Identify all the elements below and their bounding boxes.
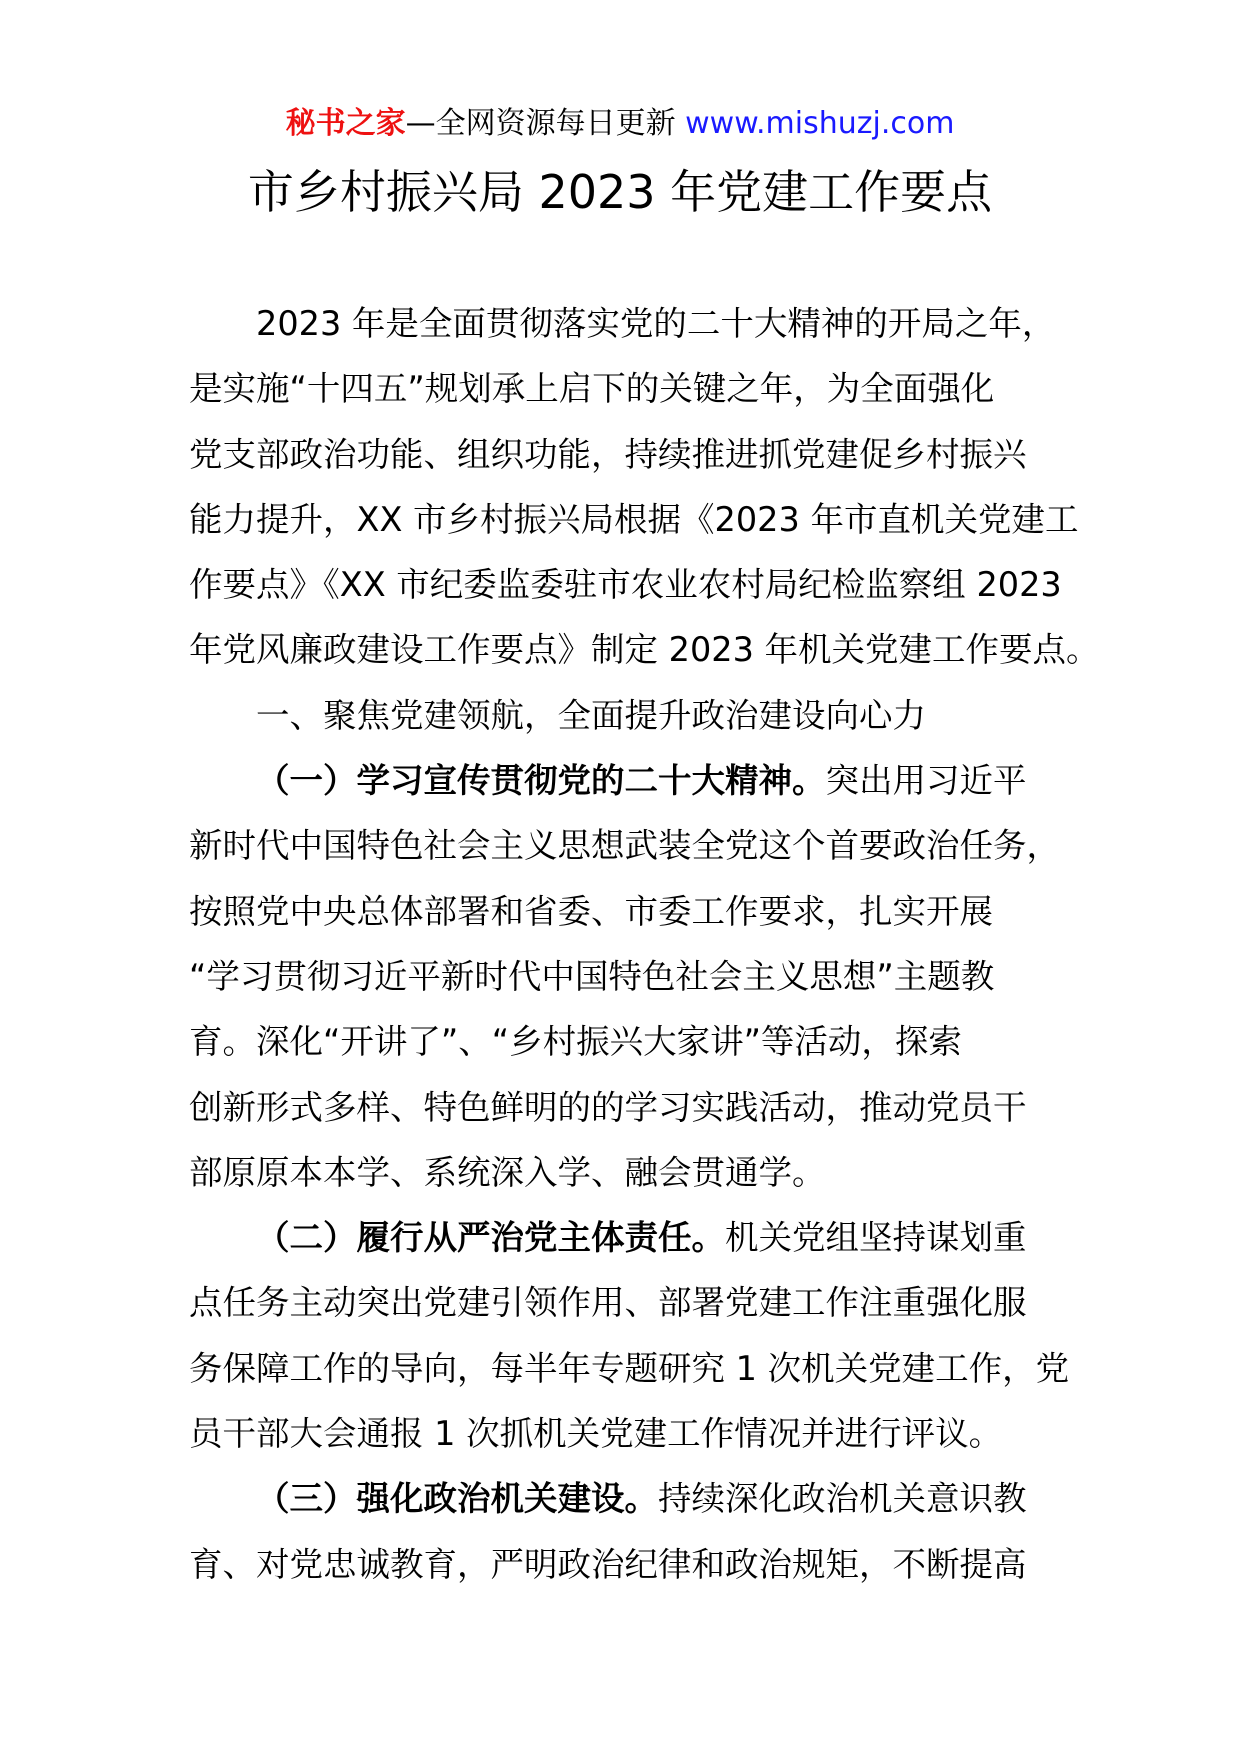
body-line: 点任务主动突出党建引领作用、部署党建工作注重强化服 xyxy=(189,1283,1027,1323)
site-url: www.mishuzj.com xyxy=(685,106,955,141)
site-brand: 秘书之家 xyxy=(285,106,406,141)
body-line: 按照党中央总体部署和省委、市委工作要求，扎实开展 xyxy=(189,891,993,931)
body-line: 育、对党忠诚教育，严明政治纪律和政治规矩，不断提高 xyxy=(189,1544,1027,1584)
body-line: 育。深化“开讲了”、“乡村振兴大家讲”等活动，探索 xyxy=(189,1022,962,1062)
body-line: 新时代中国特色社会主义思想武装全党这个首要政治任务， xyxy=(189,826,1060,866)
site-header xyxy=(0,104,1240,144)
body-line: 2023 年是全面贯彻落实党的二十大精神的开局之年， xyxy=(256,304,1056,343)
body-line: 创新形式多样、特色鲜明的的学习实践活动，推动党员干 xyxy=(189,1087,1027,1127)
item-lead: （一）学习宣传贯彻党的二十大精神。 xyxy=(256,761,826,801)
site-tagline: —全网资源每日更新 xyxy=(405,106,686,141)
item-first-line xyxy=(189,1205,1089,1270)
body-line: 年党风廉政建设工作要点》制定 2023 年机关党建工作要点。 xyxy=(189,630,1100,670)
section-heading: 一、聚焦党建领航，全面提升政治建设向心力 xyxy=(256,695,926,735)
body-line: 务保障工作的导向，每半年专题研究 1 次机关党建工作，党 xyxy=(189,1348,1070,1388)
item-lead: （二）履行从严治党主体责任。 xyxy=(256,1218,725,1258)
document-title: 市乡村振兴局 2023 年党建工作要点 xyxy=(247,165,993,219)
item-first-line xyxy=(189,1466,1089,1531)
item-text: 持续深化政治机关意识教 xyxy=(658,1479,1027,1519)
body-line: 是实施“十四五”规划承上启下的关键之年，为全面强化 xyxy=(189,369,995,409)
item-text: 机关党组坚持谋划重 xyxy=(725,1218,1027,1258)
item-lead: （三）强化政治机关建设。 xyxy=(256,1479,658,1519)
document-body xyxy=(189,291,1100,1597)
item-text: 突出用习近平 xyxy=(825,761,1027,801)
body-line: “学习贯彻习近平新时代中国特色社会主义思想”主题教 xyxy=(189,956,995,996)
body-line: 员干部大会通报 1 次抓机关党建工作情况并进行评议。 xyxy=(189,1414,1003,1454)
body-line: 党支部政治功能、组织功能，持续推进抓党建促乡村振兴 xyxy=(189,434,1027,474)
body-line: 部原原本本学、系统深入学、融会贯通学。 xyxy=(189,1152,826,1192)
item-first-line xyxy=(189,748,1089,813)
body-line: 能力提升，XX 市乡村振兴局根据《2023 年市直机关党建工 xyxy=(189,499,1079,539)
body-line: 作要点》《XX 市纪委监委驻市农业农村局纪检监察组 2023 xyxy=(189,565,1062,605)
